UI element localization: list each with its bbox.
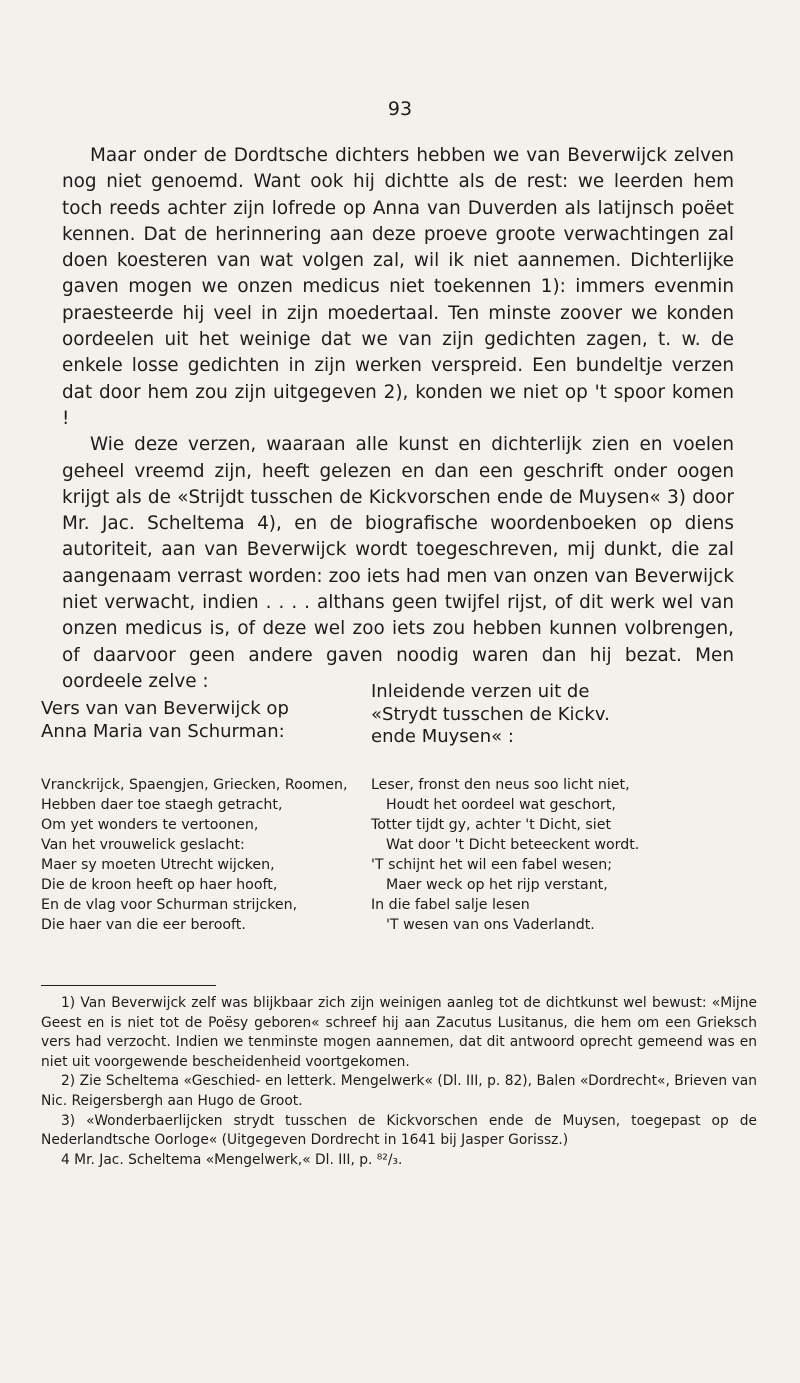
- verse-line: Hebben daer toe staegh getracht,: [41, 797, 283, 813]
- heading-line: «Strydt tusschen de Kickv.: [371, 703, 610, 725]
- heading-line: Vers van van Beverwijck op: [41, 698, 289, 719]
- verse-line: Totter tijdt gy, achter 't Dicht, siet: [371, 817, 612, 833]
- footnote: 4 Mr. Jac. Scheltema «Mengelwerk,« Dl. III, p. ⁸²/₃.: [61, 1151, 403, 1168]
- verse-line: Wat door 't Dicht beteeckent wordt.: [386, 837, 640, 853]
- verse-line: Die haer van die eer berooft.: [41, 917, 246, 933]
- verse-line: Van het vrouwelick geslacht:: [41, 837, 245, 853]
- verse-right: [371, 775, 771, 935]
- verse-line: En de vlag voor Schurman strijcken,: [41, 897, 298, 913]
- body-text: [62, 143, 734, 695]
- verse-line: Houdt het oordeel wat geschort,: [386, 797, 616, 813]
- verse-heading-left: [41, 698, 341, 743]
- footnote: 2) Zie Scheltema «Geschied- en letterk. Mengelwerk« (Dl. III, p. 82), Balen «Dordrecht«, Brieven van Nic. Reigersbergh aan Hugo de Groot.: [41, 1073, 757, 1109]
- verse-line: Maer sy moeten Utrecht wijcken,: [41, 857, 275, 873]
- verse-line: Vranckrijck, Spaengjen, Griecken, Roomen,: [41, 777, 348, 793]
- footnote: 1) Van Beverwijck zelf was blijkbaar zich zijn weinigen aanleg tot de dichtkunst wel bewust: «Mijne Geest en is niet tot de Poësy geboren« schreef hij aan Zacutus Lusitanus, die hem om een Grieksch vers had verzocht. Indien we tenminste mogen aannemen, dat dit antwoord oprecht gemeend was en niet uit voorgewende bescheidenheid voortgekomen.: [41, 995, 757, 1070]
- verse-line: 'T schijnt het wil een fabel wesen;: [371, 857, 613, 873]
- footnote: 3) «Wonderbaerlijcken strydt tusschen de Kickvorschen ende de Muysen, toegepast op de Nederlandtsche Oorloge« (Uitgegeven Dordrecht in 1641 bij Jasper Gorissz.): [41, 1112, 757, 1149]
- verse-line: Om yet wonders te vertoonen,: [41, 817, 259, 833]
- heading-line: Inleidende verzen uit de: [371, 681, 590, 702]
- paragraph: Wie deze verzen, waaraan alle kunst en dichterlijk zien en voelen geheel vreemd zijn, heeft gelezen en dan een geschrift onder oogen krijgt als de «Strijdt tusschen de Kickvorschen ende de Muysen« 3) door Mr. Jac. Scheltema 4), en de biografische woordenboeken op diens autoriteit, aan van Beverwijck wordt toegeschreven, mij dunkt, die zal aangenaam verrast worden: zoo iets had men van onzen van Beverwijck niet verwacht, indien . . . . althans geen twijfel rijst, of dit werk wel van onzen medicus is, of deze wel zoo iets zou hebben kunnen volbrengen, of daarvoor geen andere gaven noodig waren dan hij bezat. Men oordeele zelve :: [62, 434, 734, 692]
- footnotes: [41, 994, 757, 1170]
- verse-line: Leser, fronst den neus soo licht niet,: [371, 777, 630, 793]
- heading-line: Anna Maria van Schurman:: [41, 720, 285, 742]
- verse-line: In die fabel salje lesen: [371, 897, 530, 913]
- paragraph: Maar onder de Dordtsche dichters hebben we van Beverwijck zelven nog niet genoemd. Want ook hij dichtte als de rest: we leerden hem toch reeds achter zijn lofrede op Anna van Duverden als latijnsch poëet kennen. Dat de herinnering aan deze proeve groote verwachtingen zal doen koesteren van wat volgen zal, wil ik niet aannemen. Dichterlijke gaven mogen we onzen medicus niet toekennen 1): immers evenmin praesteerde hij veel in zijn moedertaal. Ten minste zoover we konden oordeelen uit het weinige dat we van zijn gedichten zagen, t. w. de enkele losse gedichten in zijn werken verspreid. Een bundeltje verzen dat door hem zou zijn uitgegeven 2), konden we niet op 't spoor komen !: [62, 145, 734, 429]
- verse-line: 'T wesen van ons Vaderlandt.: [386, 917, 595, 933]
- verse-heading-right: [371, 681, 751, 749]
- verse-line: Die de kroon heeft op haer hooft,: [41, 877, 278, 893]
- footnote-rule: [41, 985, 216, 986]
- verse-left: [41, 775, 371, 935]
- verse-line: Maer weck op het rijp verstant,: [386, 877, 608, 893]
- page-number: 93: [387, 98, 413, 120]
- heading-line: ende Muysen« :: [371, 726, 514, 747]
